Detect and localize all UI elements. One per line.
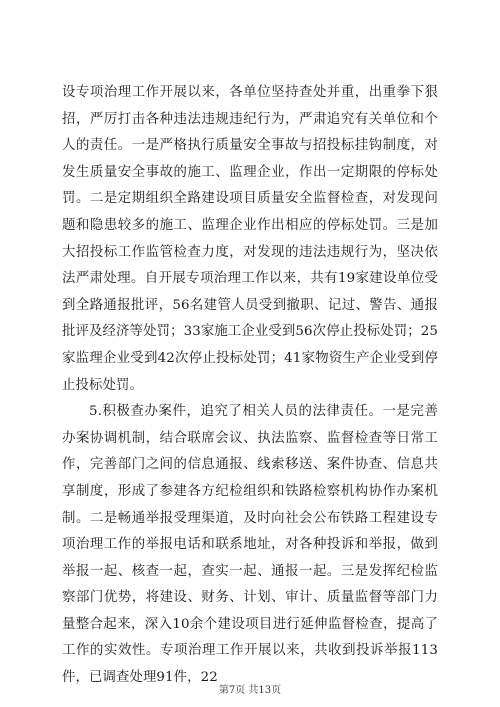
page-number-footer: 第7页 共13页	[218, 685, 282, 696]
paragraph-1: 设专项治理工作开展以来，各单位坚持查处并重，出重拳下狠招，严厉打击各种违法违规违纪行为，严肃追究有关单位和个人的责任。一是严格执行质量安全事故与招投标挂钩制度，对发生质量安全事故的施工、监理企业，作出一定期限的停标处罚。二是定期组织全路建设项目质量安全监督检查，对发现问题和隐患较多的施工、监理企业作出相应的停标处罚。三是加大招投标工作监管检查力度，对发现的违法违规行为，坚决依法严肃处理。自开展专项治理工作以来，共有19家建设单位受到全路通报批评，56名建管人员受到撤职、记过、警告、通报批评及经济等处罚；33家施工企业受到56次停止投标处罚；25家监理企业受到42次停止投标处罚；41家物资生产企业受到停止投标处罚。	[62, 85, 438, 393]
paragraph-2: 5.积极查办案件，追究了相关人员的法律责任。一是完善办案协调机制，结合联席会议、执法监察、监督检查等日常工作，完善部门之间的信息通报、线索移送、案件协查、信息共享制度，形成了参建各方纪检组织和铁路检察机构协作办案机制。二是畅通举报受理渠道，及时向社会公布铁路工程建设专项治理工作的举报电话和联系地址，对各种投诉和举报，做到举报一起、核查一起，查实一起、通报一起。三是发挥纪检监察部门优势，将建设、财务、计划、审计、质量监督等部门力量整合起来，深入10余个建设项目进行延伸监督检查，提高了工作的实效性。专项治理工作开展以来，共收到投诉举报113件，已调查处理91件，22	[62, 404, 438, 686]
document-body	[62, 80, 438, 692]
